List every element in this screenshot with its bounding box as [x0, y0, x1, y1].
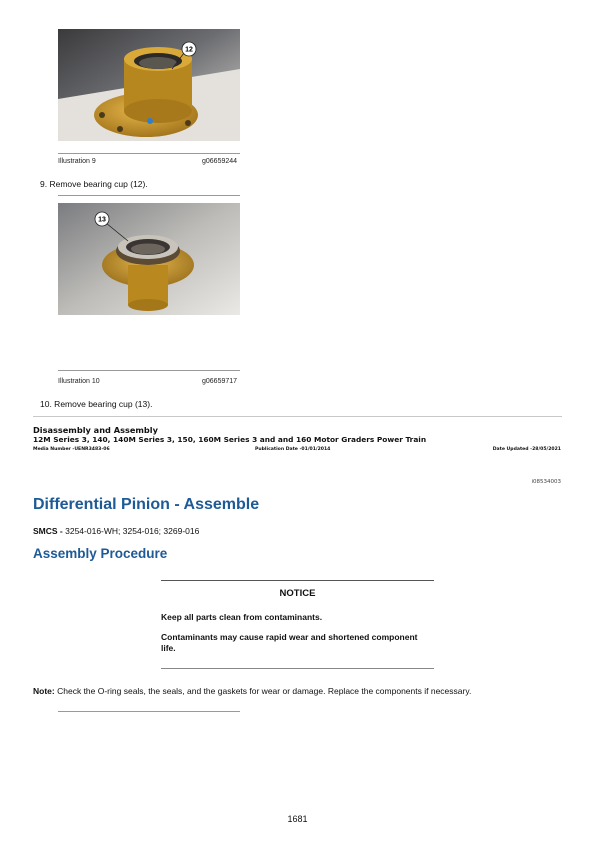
date-updated: Date Updated -28/05/2021: [492, 447, 561, 452]
note-text: Check the O-ring seals, the seals, and the gaskets for wear or damage. Replace the components if necessary.: [57, 686, 472, 696]
notice-line-2: Contaminants may cause rapid wear and shortened component life.: [161, 632, 418, 653]
illustration-9-photo: [58, 29, 240, 141]
notice-line-1: Keep all parts clean from contaminants.: [161, 612, 323, 622]
step-9-rule: [58, 195, 240, 196]
illustration-10-label: Illustration 10: [58, 378, 100, 385]
notice-bottom-rule: [161, 668, 434, 669]
step-10: 10. Remove bearing cup (13).: [40, 399, 153, 409]
smcs-codes: 3254-016-WH; 3254-016; 3269-016: [65, 526, 200, 536]
callout-13: 13: [98, 216, 106, 224]
doc-id: i08534003: [531, 479, 561, 485]
illustration-9-label: Illustration 9: [58, 158, 96, 165]
notice-heading: NOTICE: [279, 588, 316, 599]
procedure-title: Assembly Procedure: [33, 546, 168, 561]
notice-top-rule: [161, 580, 434, 581]
illustration-9-rule: [58, 153, 240, 154]
smcs-line: [33, 526, 199, 536]
media-number: Media Number -UENR3483-06: [33, 447, 110, 452]
section-title: Differential Pinion - Assemble: [33, 496, 260, 513]
bearing-housing-image: [58, 29, 240, 141]
illustration-10-photo: [58, 203, 240, 315]
header-title: Disassembly and Assembly: [33, 425, 158, 435]
note-label: Note:: [33, 686, 55, 696]
page-number: 1681: [287, 814, 308, 824]
note-paragraph: [33, 686, 563, 696]
publication-date: Publication Date -01/01/2014: [255, 447, 331, 452]
smcs-label: SMCS -: [33, 526, 63, 536]
illustration-9-ref: g06659244: [202, 158, 238, 165]
step-9: 9. Remove bearing cup (12).: [40, 179, 148, 189]
illustration-10-ref: g06659717: [202, 378, 238, 385]
illustration-10-rule: [58, 370, 240, 371]
note-rule: [58, 711, 240, 712]
header-subtitle: 12M Series 3, 140, 140M Series 3, 150, 160M Series 3 and and 160 Motor Graders Power Train: [33, 435, 427, 444]
header-top-rule: [33, 416, 562, 417]
callout-12: 12: [185, 46, 193, 54]
bearing-hub-image: [58, 203, 240, 315]
